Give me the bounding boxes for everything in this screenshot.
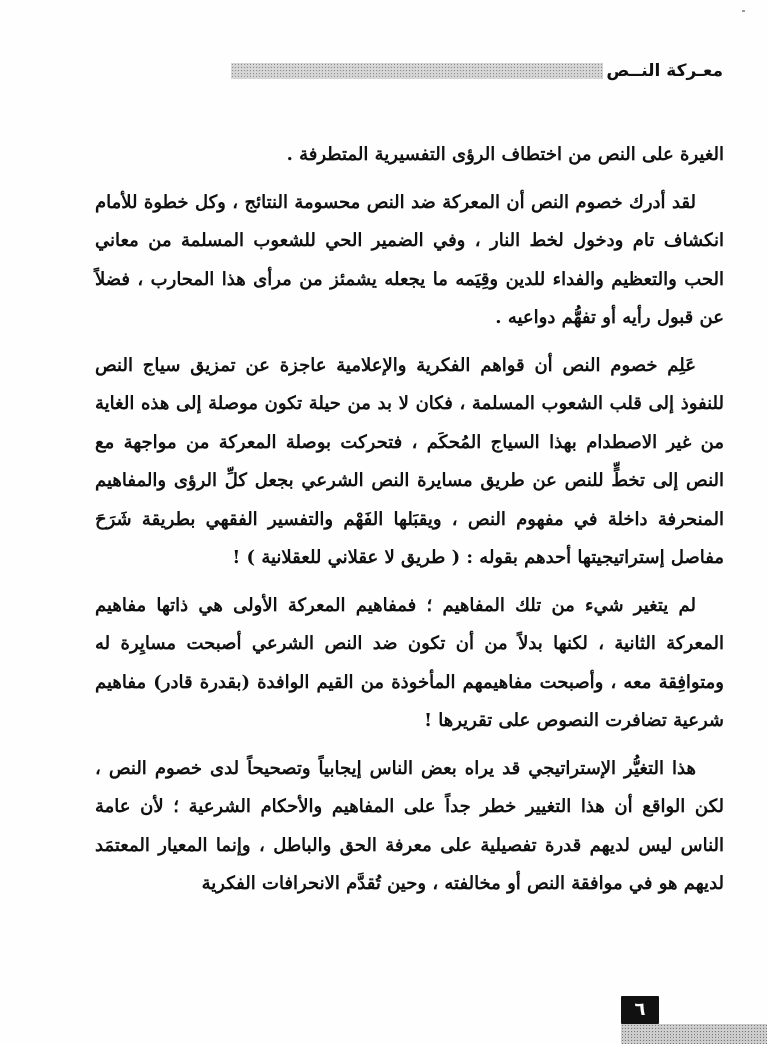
footer-decorative-band (621, 1024, 767, 1044)
paragraph: لم يتغير شيء من تلك المفاهيم ؛ فمفاهيم المعركة الأولى هي ذاتها مفاهيم المعركة الثانية ، لكنها بدلاً من أن تكون ضد النص الشرعي أصبحت مسايِرة له ومتوافِقة معه ، وأصبحت مفاهيمهم المأخوذة من القيم الوافدة (بقدرة قادر) مفاهيم شرعية تضافرت النصوص على تقريرها ! (95, 594, 724, 731)
running-header (95, 58, 723, 84)
page-body (95, 136, 724, 904)
paragraph: هذا التغيُّر الإستراتيجي قد يراه بعض الناس إيجابياً وتصحيحاً لدى خصوم النص ، لكن الواقع أن هذا التغيير خطر جداً على المفاهيم والأحكام الشرعية ؛ لأن عامة الناس ليس لديهم قدرة تفصيلية على معرفة الحق والباطل ، وإنما المعيار المعتمَد لديهم هو في موافقة النص أو مخالفته ، وحين تُقدَّم الانحرافات الفكرية (95, 757, 724, 894)
paragraph: عَلِم خصوم النص أن قواهم الفكرية والإعلامية عاجزة عن تمزيق سياج النص للنفوذ إلى قلب الشعوب المسلمة ، فكان لا بد من حيلة تكون موصلة إلى هذه الغاية من غير الاصطدام بهذا السياج المُحكَم ، فتحركت بوصلة المعركة من مواجهة مع النص إلى تخطٍّ للنص عن طريق مسايرة النص الشرعي بجعل كلِّ الرؤى والمفاهيم المنحرفة داخلة في مفهوم النص ، ويقبَلها الفَهْم والتفسير الفقهي بطريقة شَرَحَ مفاصل إستراتيجيتها أحدهم بقوله : ( طريق لا عقلاني للعقلانية ) ! (95, 354, 724, 568)
scan-speck (742, 10, 745, 12)
paragraph: لقد أدرك خصوم النص أن المعركة ضد النص محسومة النتائج ، وكل خطوة للأمام انكشاف تام ودخول لخط النار ، وفي الضمير الحي للشعوب المسلمة من معاني الحب والتعظيم والفداء للدين وقِيَمه ما يجعله يشمئز من مرأى هذا المحارب ، فضلاً عن قبول رأيه أو تفهُّم دواعيه . (95, 191, 724, 328)
page-number: ٦ (621, 996, 659, 1024)
paragraph-continued: الغيرة على النص من اختطاف الرؤى التفسيرية المتطرفة . (286, 144, 724, 165)
header-decorative-band (231, 63, 603, 79)
chapter-title: معـركة النــص (606, 61, 723, 81)
